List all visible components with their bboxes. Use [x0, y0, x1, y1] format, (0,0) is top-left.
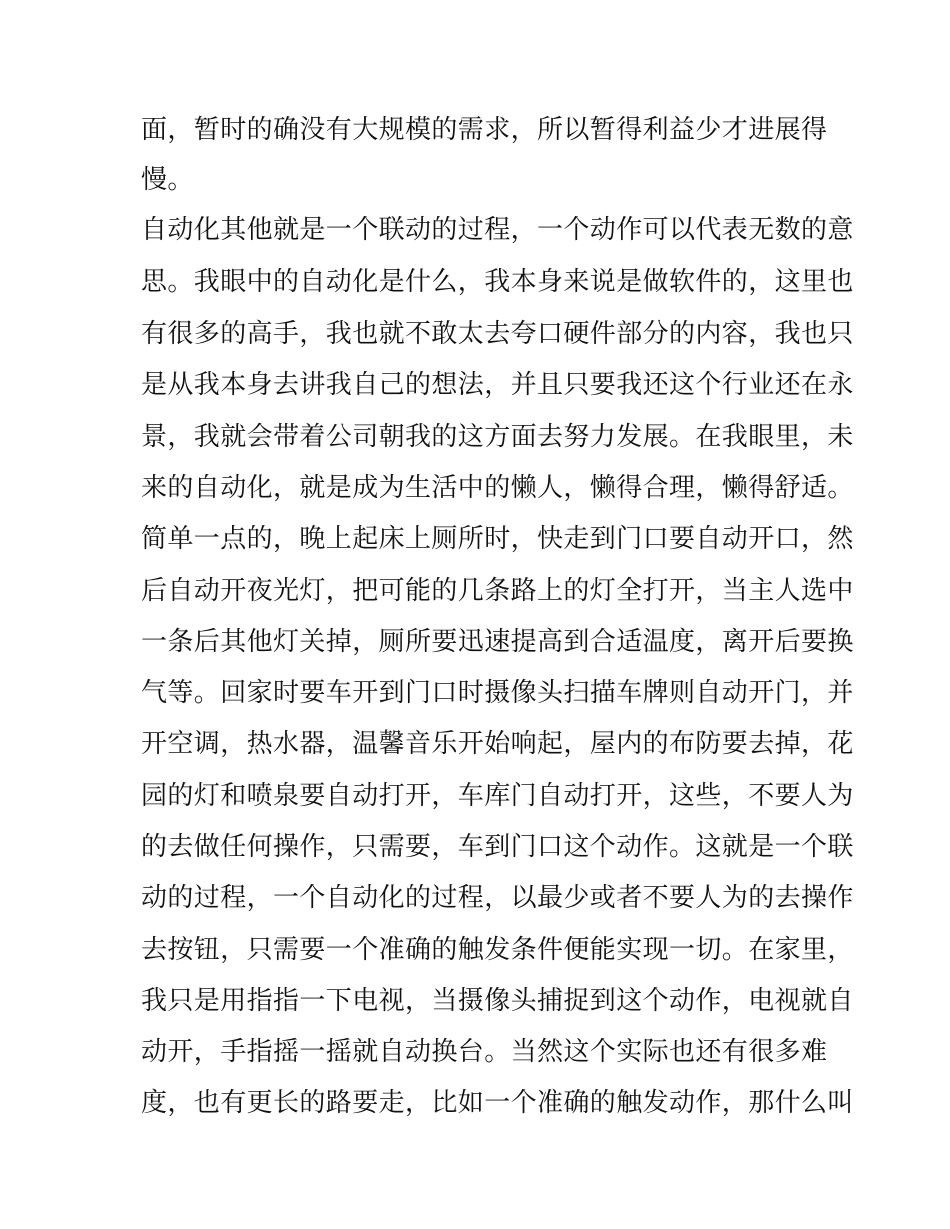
text-line: 气等。回家时要车开到门口时摄像头扫描车牌则自动开门，并 [141, 678, 854, 708]
text-line: 去按钮，只需要一个准确的触发条件便能实现一切。在家里， [141, 935, 854, 965]
text-line: 一条后其他灯关掉，厕所要迅速提高到合适温度，离开后要换 [141, 627, 854, 657]
text-line: 动开，手指摇一摇就自动换台。当然这个实际也还有很多难 [141, 1037, 828, 1067]
text-line: 动的过程，一个自动化的过程，以最少或者不要人为的去操作 [141, 883, 854, 913]
text-line: 面，暂时的确没有大规模的需求，所以暂得利益少才进展得 [141, 115, 828, 145]
text-line: 简单一点的，晚上起床上厕所时，快走到门口要自动开口，然 [141, 524, 854, 554]
text-line: 思。我眼中的自动化是什么，我本身来说是做软件的，这里也 [141, 267, 854, 297]
text-line: 的去做任何操作，只需要，车到门口这个动作。这就是一个联 [141, 832, 854, 862]
text-line: 有很多的高手，我也就不敢太去夸口硬件部分的内容，我也只 [141, 319, 854, 349]
text-line: 度，也有更长的路要走，比如一个准确的触发动作，那什么叫 [141, 1088, 854, 1118]
text-line: 来的自动化，就是成为生活中的懒人，懒得合理，懒得舒适。 [141, 473, 854, 503]
text-line: 后自动开夜光灯，把可能的几条路上的灯全打开，当主人选中 [141, 576, 854, 606]
text-line: 景，我就会带着公司朝我的这方面去努力发展。在我眼里，未 [141, 422, 854, 452]
text-line: 园的灯和喷泉要自动打开，车库门自动打开，这些，不要人为 [141, 781, 854, 811]
text-line: 我只是用指指一下电视，当摄像头捕捉到这个动作，电视就自 [141, 986, 854, 1016]
text-line: 自动化其他就是一个联动的过程，一个动作可以代表无数的意 [141, 215, 854, 245]
text-line: 慢。 [141, 165, 194, 195]
text-line: 开空调，热水器，温馨音乐开始响起，屋内的布防要去掉，花 [141, 729, 854, 759]
text-line: 是从我本身去讲我自己的想法，并且只要我还这个行业还在永 [141, 370, 854, 400]
